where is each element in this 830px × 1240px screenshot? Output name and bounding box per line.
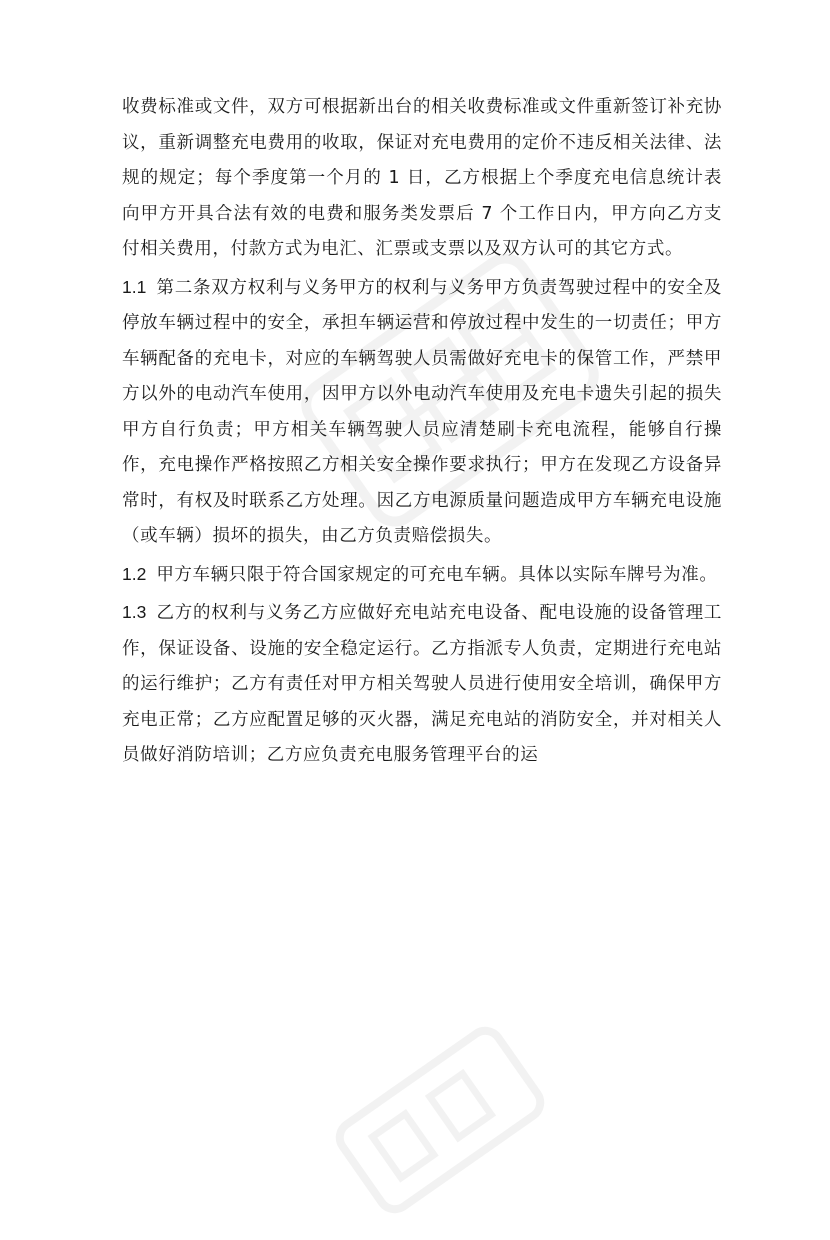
paragraph-text: 第二条双方权利与义务甲方的权利与义务甲方负责驾驶过程中的安全及停放车辆过程中的安全，承担车辆运营和停放过程中发生的一切责任；甲方车辆配备的充电卡，对应的车辆驾驶人员需做好充电卡的保管工作，严禁甲方以外的电动汽车使用，因甲方以外电动汽车使用及充电卡遗失引起的损失甲方自行负责；甲方相关车辆驾驶人员应清楚刷卡充电流程，能够自行操作，充电操作严格按照乙方相关安全操作要求执行；甲方在发现乙方设备异常时，有权及时联系乙方处理。因乙方电源质量问题造成甲方车辆充电设施（或车辆）损坏的损失，由乙方负责赔偿损失。 bbox=[122, 277, 722, 546]
paragraph bbox=[122, 595, 722, 774]
paragraph bbox=[122, 557, 722, 594]
paragraph-text: 甲方车辆只限于符合国家规定的可充电车辆。具体以实际车牌号为准。 bbox=[156, 564, 718, 585]
paragraph bbox=[122, 90, 722, 268]
paragraph-text: 收费标准或文件，双方可根据新出台的相关收费标准或文件重新签订补充协议，重新调整充电费用的收取，保证对充电费用的定价不违反相关法律、法规的规定；每个季度第一个月的 1 日，乙方根据上个季度充电信息统计表向甲方开具合法有效的电费和服务类发票后 7 个工作日内，甲方向乙方支付相关费用，付款方式为电汇、汇票或支票以及双方认可的其它方式。 bbox=[122, 97, 722, 259]
paragraph bbox=[122, 270, 722, 555]
clause-number: 1.3 bbox=[122, 602, 147, 622]
clause-number: 1.2 bbox=[122, 563, 147, 584]
watermark-logo-icon bbox=[310, 1000, 571, 1240]
paragraph-text: 乙方的权利与义务乙方应做好充电站充电设备、配电设施的设备管理工作，保证设备、设施的安全稳定运行。乙方指派专人负责，定期进行充电站的运行维护；乙方有责任对甲方相关驾驶人员进行使用安全培训，确保甲方充电正常；乙方应配置足够的灭火器，满足充电站的消防安全，并对相关人员做好消防培训；乙方应负责充电服务管理平台的运 bbox=[122, 603, 722, 765]
document-body bbox=[122, 90, 722, 774]
clause-number: 1.1 bbox=[122, 276, 147, 297]
